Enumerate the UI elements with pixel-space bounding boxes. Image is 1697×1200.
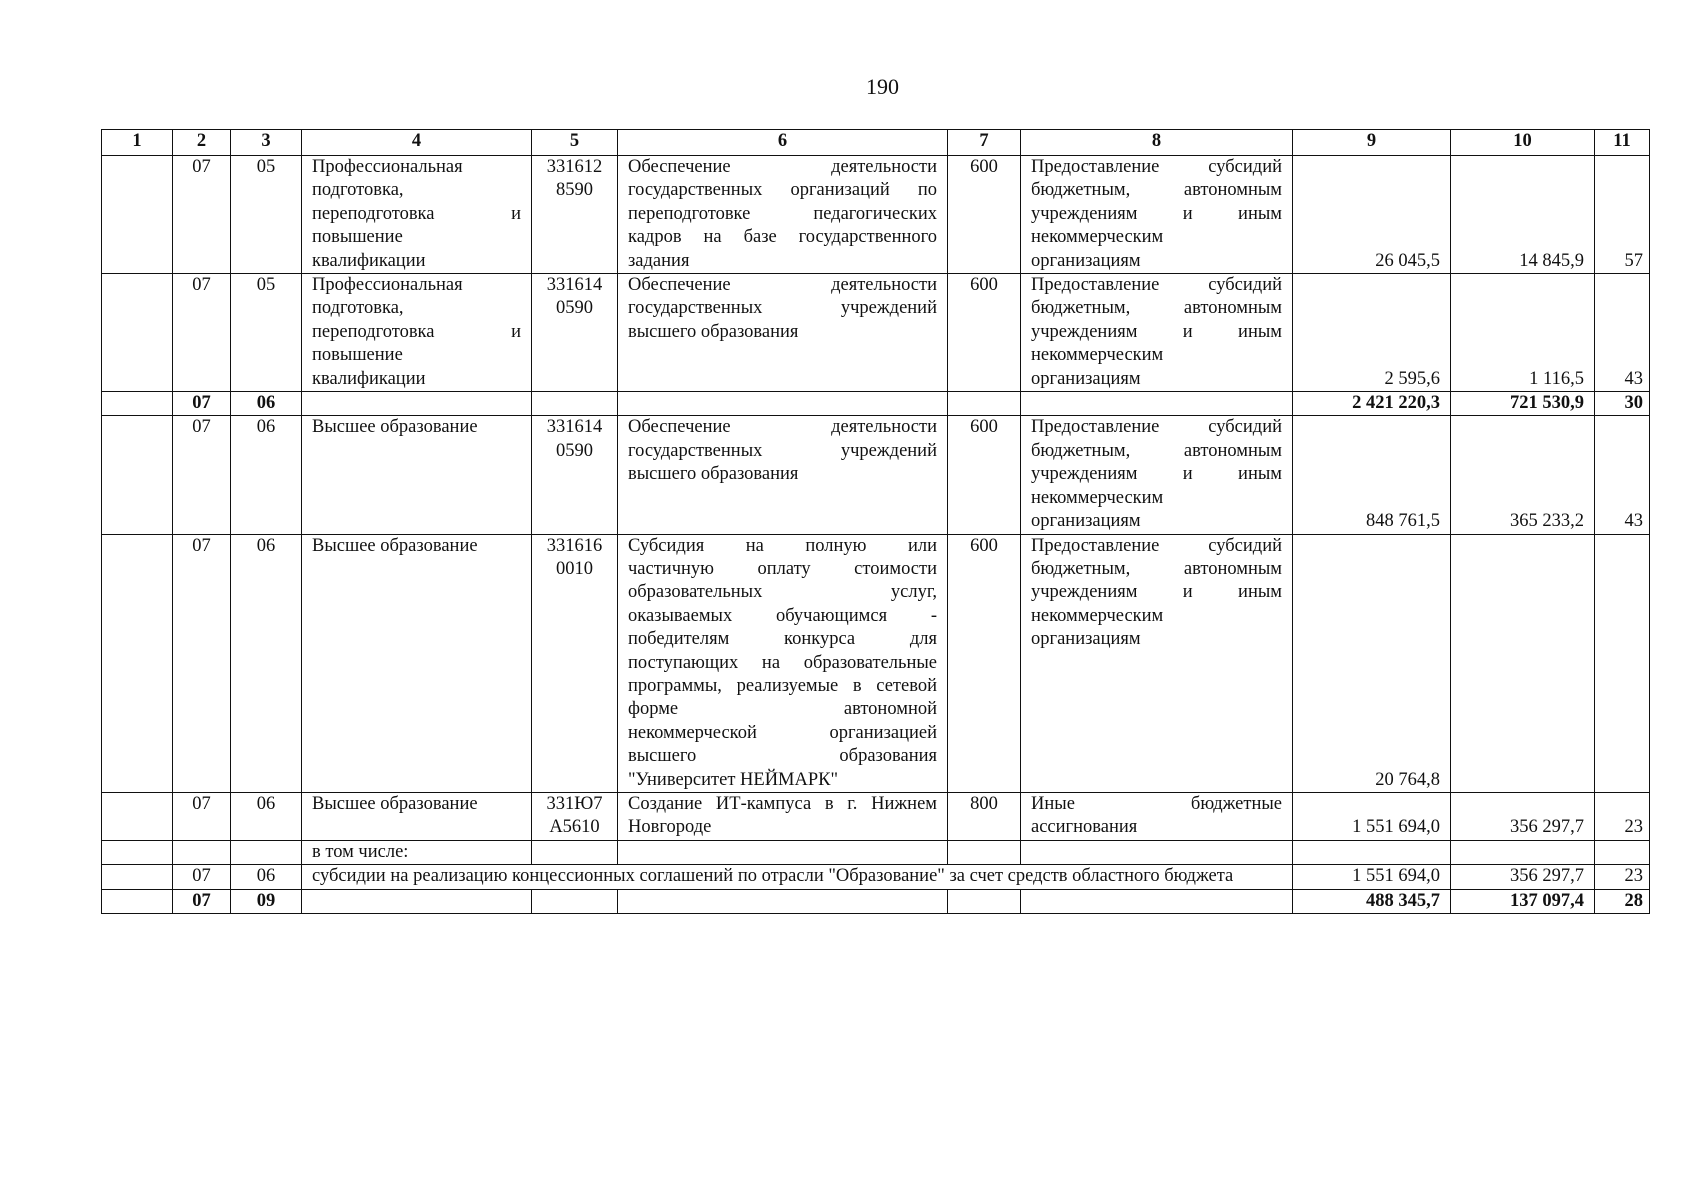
cell-col-11 [1595, 840, 1650, 864]
cell-line: высшего образования [628, 321, 799, 342]
header-cell: 1 [102, 130, 173, 156]
cell-col-9 [1293, 840, 1451, 864]
cell-target-article [532, 156, 618, 274]
cell-line: организациям [1031, 511, 1141, 532]
cell-line: учреждениям и иным [1031, 203, 1282, 224]
cell-line: 0010 [556, 558, 593, 579]
cell-section: 07 [173, 416, 231, 534]
budget-table [101, 129, 1650, 914]
cell-col-1 [102, 889, 173, 913]
cell-line: некоммерческим [1031, 605, 1164, 626]
header-cell: 11 [1595, 130, 1650, 156]
header-cell: 7 [948, 130, 1021, 156]
cell-executed-amount: 365 233,2 [1451, 416, 1595, 534]
cell-line: Обеспечение деятельности [628, 275, 937, 296]
cell-line: подготовка, [312, 298, 404, 319]
header-cell: 4 [302, 130, 532, 156]
cell-executed-amount: 137 097,4 [1451, 889, 1595, 913]
cell-section: 07 [173, 865, 231, 889]
cell-col-6 [618, 889, 948, 913]
cell-target-article-name [618, 392, 948, 416]
cell-line: квалификации [312, 250, 426, 271]
cell-line: Предоставление субсидий [1031, 535, 1282, 556]
cell-section: 07 [173, 889, 231, 913]
cell-col-7 [948, 840, 1021, 864]
cell-col-1 [102, 156, 173, 274]
cell-target-article [532, 392, 618, 416]
cell-plan-amount: 20 764,8 [1293, 534, 1451, 792]
table-header-row [102, 130, 1650, 156]
cell-line: кадров на базе государственного [628, 227, 937, 248]
cell-col-1 [102, 274, 173, 392]
subtotal-row [102, 889, 1650, 913]
cell-subsection: 09 [231, 889, 302, 913]
cell-line: Иные бюджетные [1031, 793, 1282, 814]
cell-line: бюджетным, автономным [1031, 440, 1282, 461]
cell-col-8 [1021, 840, 1293, 864]
cell-expense-type-name [1021, 274, 1293, 392]
cell-subsection: 06 [231, 865, 302, 889]
cell-line: подготовка, [312, 180, 404, 201]
cell-executed-amount: 356 297,7 [1451, 792, 1595, 840]
cell-line: некоммерческим [1031, 227, 1164, 248]
cell-subsection-name [302, 156, 532, 274]
cell-col-1 [102, 392, 173, 416]
cell-line: Профессиональная [312, 157, 463, 177]
page-number: 190 [866, 74, 899, 99]
cell-line: А5610 [549, 817, 600, 838]
cell-plan-amount: 26 045,5 [1293, 156, 1451, 274]
cell-line: государственных учреждений [628, 440, 937, 461]
cell-plan-amount: 1 551 694,0 [1293, 792, 1451, 840]
cell-target-article [532, 534, 618, 792]
cell-plan-amount: 488 345,7 [1293, 889, 1451, 913]
concession-row [102, 865, 1650, 889]
cell-col-3 [231, 840, 302, 864]
cell-executed-amount: 721 530,9 [1451, 392, 1595, 416]
table-row [102, 274, 1650, 392]
including-row [102, 840, 1650, 864]
header-cell: 9 [1293, 130, 1451, 156]
cell-expense-type-name [1021, 392, 1293, 416]
cell-line: Высшее образование [312, 535, 478, 556]
cell-section: 07 [173, 534, 231, 792]
cell-expense-type: 800 [948, 792, 1021, 840]
cell-line: переподготовке педагогических [628, 203, 937, 224]
cell-line: учреждениям и иным [1031, 464, 1282, 485]
cell-line: Обеспечение деятельности [628, 417, 937, 438]
cell-col-1 [102, 792, 173, 840]
cell-target-article-name [618, 792, 948, 840]
cell-subsection: 05 [231, 156, 302, 274]
cell-expense-type-name [1021, 534, 1293, 792]
cell-line: переподготовка и [312, 203, 521, 224]
cell-line: повышение [312, 345, 403, 366]
cell-line: "Университет НЕЙМАРК" [628, 769, 839, 790]
cell-line: Профессиональная [312, 275, 463, 296]
cell-target-article [532, 792, 618, 840]
cell-execution-percent: 43 [1595, 416, 1650, 534]
cell-line: государственных учреждений [628, 298, 937, 319]
cell-target-article-name [618, 534, 948, 792]
cell-line: поступающих на образовательные [628, 652, 937, 673]
cell-plan-amount: 848 761,5 [1293, 416, 1451, 534]
cell-executed-amount: 356 297,7 [1451, 865, 1595, 889]
cell-expense-type: 600 [948, 534, 1021, 792]
cell-line: 331614 [546, 275, 603, 296]
cell-line: Создание ИТ-кампуса в г. Нижнем [628, 793, 937, 814]
header-cell: 5 [532, 130, 618, 156]
cell-target-article-name [618, 156, 948, 274]
cell-line: некоммерческим [1031, 487, 1164, 508]
cell-target-article-name [618, 416, 948, 534]
cell-subsection: 06 [231, 392, 302, 416]
including-label: в том числе: [302, 840, 532, 864]
cell-line: 331612 [546, 157, 603, 177]
table-row [102, 792, 1650, 840]
cell-execution-percent: 43 [1595, 274, 1650, 392]
cell-col-5 [532, 889, 618, 913]
cell-line: победителям конкурса для [628, 629, 937, 650]
cell-line: повышение [312, 227, 403, 248]
cell-expense-type-name [1021, 792, 1293, 840]
cell-subsection: 05 [231, 274, 302, 392]
cell-col-2 [173, 840, 231, 864]
cell-line: бюджетным, автономным [1031, 558, 1282, 579]
cell-line: 0590 [556, 298, 593, 319]
header-cell: 6 [618, 130, 948, 156]
subtotal-row [102, 392, 1650, 416]
cell-line: 8590 [556, 180, 593, 201]
cell-line: учреждениям и иным [1031, 582, 1282, 603]
cell-line: высшего образования [628, 464, 799, 485]
header-cell: 8 [1021, 130, 1293, 156]
cell-line: учреждениям и иным [1031, 321, 1282, 342]
cell-executed-amount: 1 116,5 [1451, 274, 1595, 392]
cell-col-8 [1021, 889, 1293, 913]
cell-section: 07 [173, 792, 231, 840]
cell-line: бюджетным, автономным [1031, 298, 1282, 319]
cell-subsection: 06 [231, 792, 302, 840]
cell-expense-type [948, 392, 1021, 416]
table-row [102, 416, 1650, 534]
cell-subsection-name [302, 534, 532, 792]
cell-subsection-name [302, 392, 532, 416]
cell-execution-percent [1595, 534, 1650, 792]
cell-plan-amount: 2 421 220,3 [1293, 392, 1451, 416]
cell-line: задания [628, 250, 690, 271]
cell-execution-percent: 23 [1595, 792, 1650, 840]
cell-expense-type: 600 [948, 156, 1021, 274]
cell-col-6 [618, 840, 948, 864]
cell-line: Предоставление субсидий [1031, 157, 1282, 177]
header-cell: 3 [231, 130, 302, 156]
cell-subsection-name [302, 416, 532, 534]
cell-line: Новгороде [628, 817, 712, 838]
header-cell: 2 [173, 130, 231, 156]
table-row [102, 534, 1650, 792]
cell-subsection-name [302, 792, 532, 840]
cell-line: 0590 [556, 440, 593, 461]
cell-col-7 [948, 889, 1021, 913]
cell-target-article [532, 274, 618, 392]
cell-target-article [532, 416, 618, 534]
cell-line: бюджетным, автономным [1031, 180, 1282, 201]
cell-target-article-name [618, 274, 948, 392]
cell-col-4 [302, 889, 532, 913]
cell-expense-type: 600 [948, 274, 1021, 392]
cell-line: некоммерческой организацией [628, 722, 937, 743]
cell-line: организациям [1031, 629, 1141, 650]
cell-line: форме автономной [628, 699, 937, 720]
cell-line: программы, реализуемые в сетевой [628, 675, 937, 696]
cell-executed-amount: 14 845,9 [1451, 156, 1595, 274]
cell-col-1 [102, 840, 173, 864]
cell-line: 331614 [546, 417, 603, 438]
cell-expense-type-name [1021, 156, 1293, 274]
cell-line: 331Ю7 [546, 793, 603, 814]
cell-executed-amount [1451, 534, 1595, 792]
cell-line: Предоставление субсидий [1031, 275, 1282, 296]
cell-line: образовательных услуг, [628, 582, 937, 603]
cell-line: Обеспечение деятельности [628, 157, 937, 177]
cell-expense-type: 600 [948, 416, 1021, 534]
cell-execution-percent: 57 [1595, 156, 1650, 274]
cell-subsection: 06 [231, 416, 302, 534]
concession-description: субсидии на реализацию концессионных соглашений по отрасли "Образование" за счет средств областного бюджета [302, 865, 1293, 889]
cell-line: организациям [1031, 250, 1141, 271]
cell-execution-percent: 23 [1595, 865, 1650, 889]
cell-plan-amount: 1 551 694,0 [1293, 865, 1451, 889]
cell-line: оказываемых обучающимся - [628, 605, 937, 626]
cell-line: переподготовка и [312, 321, 521, 342]
cell-subsection: 06 [231, 534, 302, 792]
cell-line: некоммерческим [1031, 345, 1164, 366]
cell-line: Предоставление субсидий [1031, 417, 1282, 438]
cell-col-1 [102, 416, 173, 534]
cell-line: Высшее образование [312, 417, 478, 438]
cell-expense-type-name [1021, 416, 1293, 534]
cell-section: 07 [173, 156, 231, 274]
cell-col-1 [102, 865, 173, 889]
cell-execution-percent: 30 [1595, 392, 1650, 416]
cell-line: Субсидия на полную или [628, 535, 937, 556]
cell-plan-amount: 2 595,6 [1293, 274, 1451, 392]
cell-col-5 [532, 840, 618, 864]
cell-section: 07 [173, 274, 231, 392]
cell-execution-percent: 28 [1595, 889, 1650, 913]
cell-line: квалификации [312, 368, 426, 389]
cell-col-10 [1451, 840, 1595, 864]
cell-line: частичную оплату стоимости [628, 558, 937, 579]
cell-line: высшего образования [628, 746, 937, 767]
cell-line: государственных организаций по [628, 180, 937, 201]
table-row [102, 156, 1650, 274]
cell-line: ассигнования [1031, 817, 1138, 838]
cell-line: 331616 [546, 535, 603, 556]
cell-subsection-name [302, 274, 532, 392]
cell-line: Высшее образование [312, 793, 478, 814]
header-cell: 10 [1451, 130, 1595, 156]
cell-section: 07 [173, 392, 231, 416]
cell-line: организациям [1031, 368, 1141, 389]
cell-col-1 [102, 534, 173, 792]
